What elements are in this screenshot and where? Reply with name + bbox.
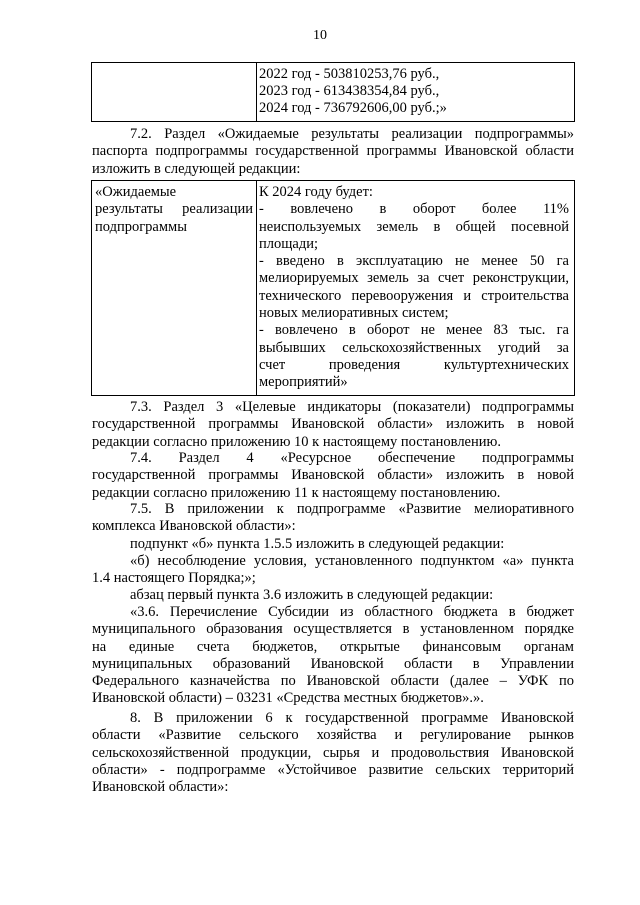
paragraph-7-4 [92,450,574,502]
expected-results-label-cell [92,181,257,395]
paragraph-7-3 [92,399,574,451]
text-line: сельскохозяйственной продукции, сырья и продовольствия Ивановской [92,744,574,761]
paragraph-8 [92,710,574,796]
value-line: мероприятий» [259,374,348,391]
text-line: абзац первый пункта 3.6 изложить в следующей редакции: [130,587,494,603]
financing-table-right-cell [257,63,574,121]
text-line: области» - подпрограмме «Устойчивое развитие сельских территорий [92,761,574,778]
text-line: области «Развитие сельского хозяйства и регулирование рынков [92,727,574,744]
financing-table [91,62,575,122]
text-line: комплекса Ивановской области»: [92,518,296,535]
value-line: - вовлечено в оборот более 11% [259,201,569,218]
text-line: муниципальных образований Ивановской области в Управлении [92,655,574,672]
value-line: мелиорируемых земель за счет реконструкции, [259,270,569,287]
text-line: государственной программы Ивановской области» изложить в новой [92,467,574,484]
text-line: паспорта подпрограммы государственной программы Ивановской области [92,143,574,160]
text-line: 7.5. В приложении к подпрограмме «Развитие мелиоративного [130,501,574,517]
abzac-instruction [92,587,574,604]
value-line: счет проведения культуртехнических [259,356,569,373]
text-line: государственной программы Ивановской области» изложить в новой [92,416,574,433]
label-line: результаты реализации [95,201,253,218]
value-line: - вовлечено в оборот не менее 83 тыс. га [259,322,569,339]
text-line: редакции согласно приложению 10 к настоящему постановлению. [92,433,501,450]
text-line: 7.3. Раздел 3 «Целевые индикаторы (показатели) подпрограммы [130,399,574,415]
text-line: 7.4. Раздел 4 «Ресурсное обеспечение подпрограммы [130,450,574,466]
value-line: выбывших сельскохозяйственных угодий за [259,339,569,356]
text-line: 8. В приложении 6 к государственной программе Ивановской [130,710,574,726]
value-line: К 2024 году будет: [259,184,373,200]
label-line: подпрограммы [95,218,187,235]
financing-line-2023: 2023 год - 613438354,84 руб., [259,83,440,99]
paragraph-7-2 [92,126,574,178]
paragraph-7-5 [92,501,574,536]
text-line: редакции согласно приложению 11 к настоящему постановлению. [92,484,501,501]
value-line: площади; [259,235,319,252]
financing-line-2024: 2024 год - 736792606,00 руб.;» [259,100,447,116]
text-line: Ивановской области) – 03231 «Средства местных бюджетов».». [92,690,484,707]
text-line: 1.4 настоящего Порядка;»; [92,570,256,587]
value-line: неиспользуемых земель в общей посевной [259,218,569,235]
paragraph-3-6 [92,604,574,708]
expected-results-value-cell [257,181,574,395]
text-line: Ивановской области»: [92,779,229,796]
text-line: на единые счета бюджетов, открытые финансовым органам [92,638,574,655]
text-line: «3.6. Перечисление Субсидии из областного бюджета в бюджет [130,604,574,620]
text-line: 7.2. Раздел «Ожидаемые результаты реализации подпрограммы» [130,126,574,142]
text-line: подпункт «б» пункта 1.5.5 изложить в следующей редакции: [130,536,505,552]
subpoint-b-instruction [92,536,574,553]
page-number: 10 [313,28,327,43]
text-line: изложить в следующей редакции: [92,160,301,177]
value-line: новых мелиоративных систем; [259,305,449,322]
text-line: «б) несоблюдение условия, установленного подпунктом «а» пункта [130,553,574,569]
financing-table-left-cell [92,63,257,121]
text-line: муниципального образования осуществляется в установленном порядке [92,621,574,638]
expected-results-table [91,180,575,396]
label-line: «Ожидаемые [95,184,177,200]
value-line: - введено в эксплуатацию не менее 50 га [259,253,569,270]
text-line: Федерального казначейства по Ивановской области (далее – УФК по [92,673,574,690]
value-line: технического перевооружения и строительства [259,287,569,304]
financing-line-2022: 2022 год - 503810253,76 руб., [259,66,440,82]
subpoint-b-text [92,553,574,588]
